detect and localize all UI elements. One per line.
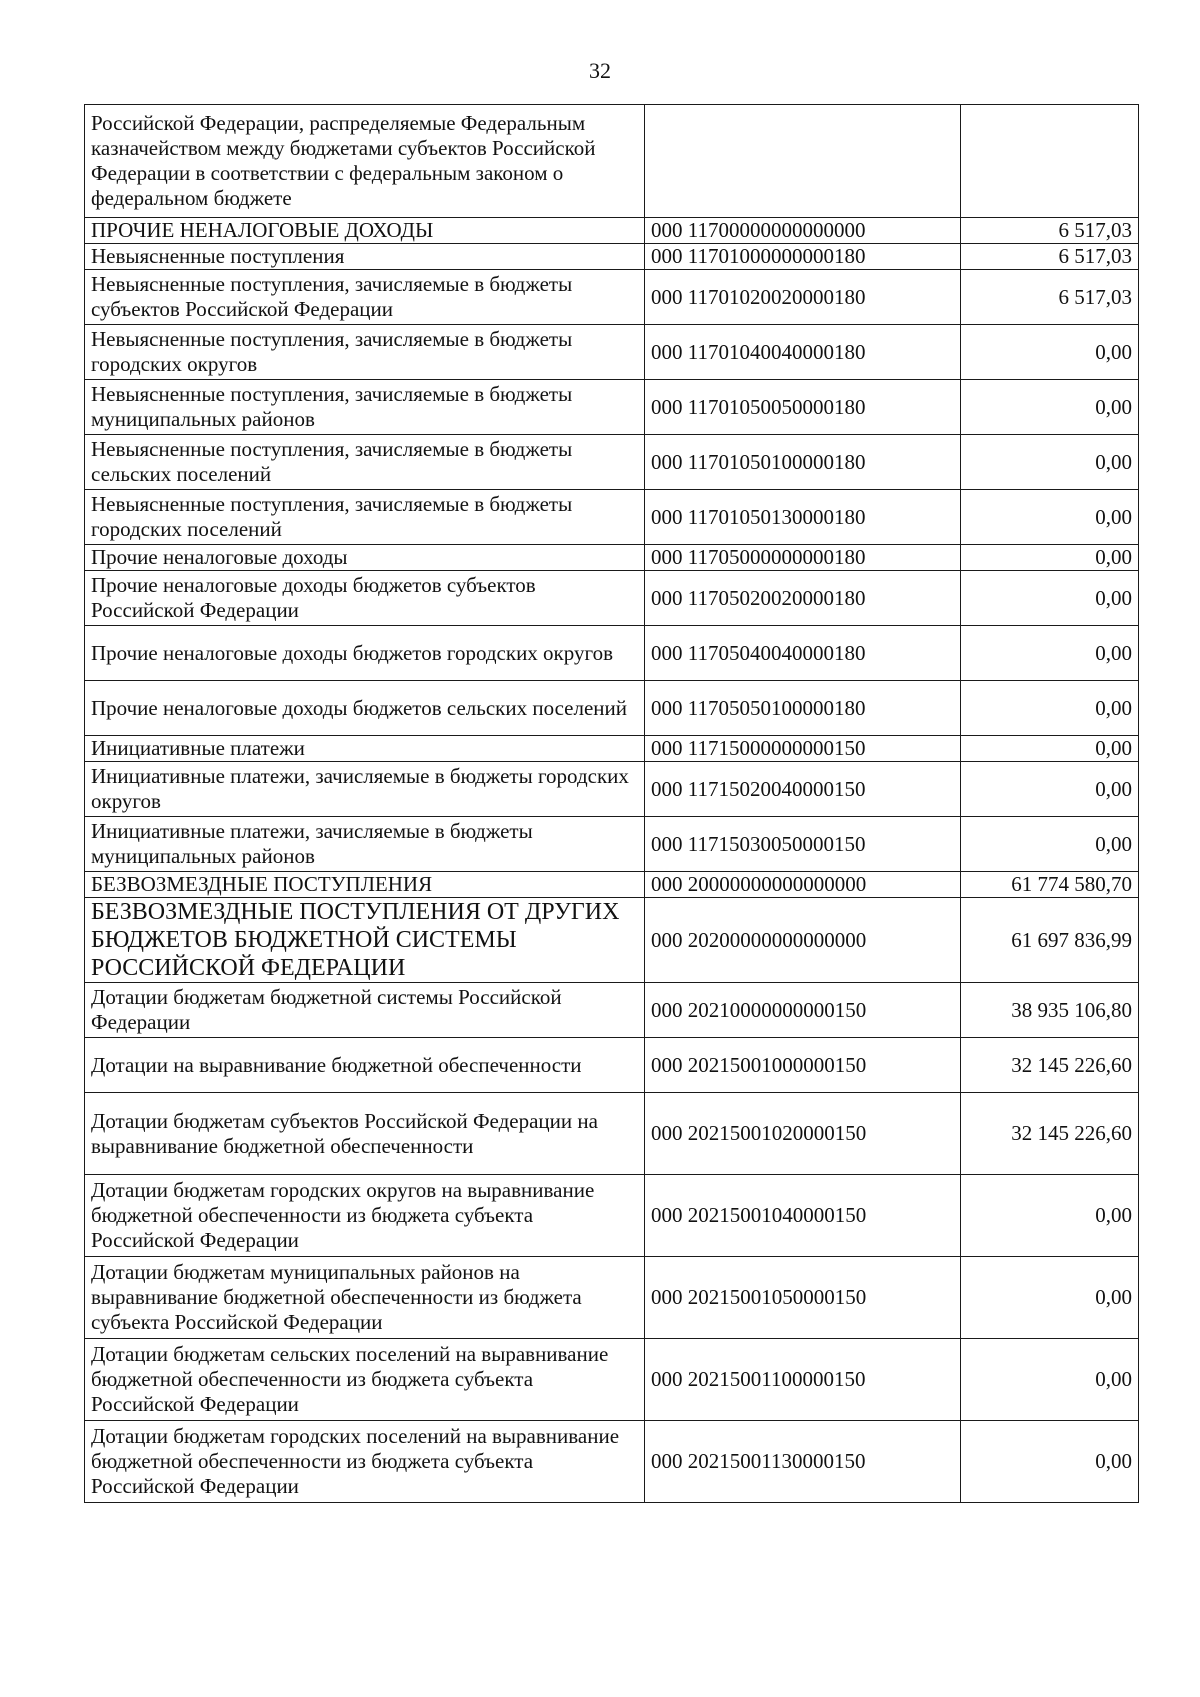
- row-name: Дотации бюджетам городских округов на выравнивание бюджетной обеспеченности из бюджета субъекта Российской Федерации: [85, 1175, 645, 1257]
- table-row: [85, 244, 1139, 270]
- table-row: [85, 817, 1139, 872]
- row-name: Невыясненные поступления, зачисляемые в бюджеты городских округов: [85, 325, 645, 380]
- row-sum: 38 935 106,80: [961, 983, 1139, 1038]
- row-code: 000 11701050130000180: [645, 490, 961, 545]
- row-name: Дотации бюджетам муниципальных районов на выравнивание бюджетной обеспеченности из бюджета субъекта Российской Федерации: [85, 1257, 645, 1339]
- row-sum: 0,00: [961, 736, 1139, 762]
- row-name: Инициативные платежи, зачисляемые в бюджеты муниципальных районов: [85, 817, 645, 872]
- row-name: БЕЗВОЗМЕЗДНЫЕ ПОСТУПЛЕНИЯ ОТ ДРУГИХ БЮДЖЕТОВ БЮДЖЕТНОЙ СИСТЕМЫ РОССИЙСКОЙ ФЕДЕРАЦИИ: [85, 898, 645, 983]
- row-name: Прочие неналоговые доходы бюджетов городских округов: [85, 626, 645, 681]
- row-code: 000 11705040040000180: [645, 626, 961, 681]
- row-sum: 0,00: [961, 681, 1139, 736]
- table-row: [85, 736, 1139, 762]
- row-sum: 0,00: [961, 545, 1139, 571]
- row-name: ПРОЧИЕ НЕНАЛОГОВЫЕ ДОХОДЫ: [85, 218, 645, 244]
- row-code: 000 11705020020000180: [645, 571, 961, 626]
- row-sum: 6 517,03: [961, 244, 1139, 270]
- row-code: 000 20215001050000150: [645, 1257, 961, 1339]
- table-row: [85, 1175, 1139, 1257]
- row-name: Невыясненные поступления: [85, 244, 645, 270]
- table-row: [85, 1038, 1139, 1093]
- row-sum: 32 145 226,60: [961, 1093, 1139, 1175]
- row-code: 000 11701040040000180: [645, 325, 961, 380]
- row-sum: 6 517,03: [961, 218, 1139, 244]
- row-code: 000 20215001100000150: [645, 1339, 961, 1421]
- row-sum: 0,00: [961, 1175, 1139, 1257]
- table-row: [85, 681, 1139, 736]
- table-row: [85, 626, 1139, 681]
- row-name: Дотации бюджетам городских поселений на выравнивание бюджетной обеспеченности из бюджета субъекта Российской Федерации: [85, 1421, 645, 1503]
- row-name: Невыясненные поступления, зачисляемые в бюджеты городских поселений: [85, 490, 645, 545]
- row-code: 000 20215001000000150: [645, 1038, 961, 1093]
- row-code: 000 20200000000000000: [645, 898, 961, 983]
- table-row: [85, 218, 1139, 244]
- row-sum: 0,00: [961, 1339, 1139, 1421]
- row-code: 000 11701020020000180: [645, 270, 961, 325]
- row-code: 000 11701050100000180: [645, 435, 961, 490]
- row-name: Прочие неналоговые доходы бюджетов сельских поселений: [85, 681, 645, 736]
- row-name: Дотации бюджетам сельских поселений на выравнивание бюджетной обеспеченности из бюджета субъекта Российской Федерации: [85, 1339, 645, 1421]
- row-name: Дотации бюджетам субъектов Российской Федерации на выравнивание бюджетной обеспеченности: [85, 1093, 645, 1175]
- table-row: [85, 490, 1139, 545]
- row-sum: 0,00: [961, 435, 1139, 490]
- row-code: 000 11701050050000180: [645, 380, 961, 435]
- table-row: [85, 1339, 1139, 1421]
- row-name: Невыясненные поступления, зачисляемые в бюджеты сельских поселений: [85, 435, 645, 490]
- row-name: Невыясненные поступления, зачисляемые в бюджеты субъектов Российской Федерации: [85, 270, 645, 325]
- table-row: [85, 270, 1139, 325]
- row-sum: [961, 105, 1139, 218]
- row-sum: 0,00: [961, 817, 1139, 872]
- row-name: Дотации бюджетам бюджетной системы Российской Федерации: [85, 983, 645, 1038]
- table-row: [85, 983, 1139, 1038]
- table-row: [85, 380, 1139, 435]
- row-sum: 0,00: [961, 1421, 1139, 1503]
- row-sum: 0,00: [961, 762, 1139, 817]
- row-name: Дотации на выравнивание бюджетной обеспеченности: [85, 1038, 645, 1093]
- row-code: 000 20215001040000150: [645, 1175, 961, 1257]
- row-sum: 0,00: [961, 380, 1139, 435]
- table-row: [85, 1093, 1139, 1175]
- row-sum: 0,00: [961, 1257, 1139, 1339]
- row-sum: 0,00: [961, 490, 1139, 545]
- page-number: 32: [589, 58, 611, 83]
- row-name: Прочие неналоговые доходы бюджетов субъектов Российской Федерации: [85, 571, 645, 626]
- row-code: 000 11715020040000150: [645, 762, 961, 817]
- table-row: [85, 435, 1139, 490]
- row-sum: 6 517,03: [961, 270, 1139, 325]
- table-row: [85, 872, 1139, 898]
- row-name: БЕЗВОЗМЕЗДНЫЕ ПОСТУПЛЕНИЯ: [85, 872, 645, 898]
- row-sum: 0,00: [961, 626, 1139, 681]
- row-code: 000 11701000000000180: [645, 244, 961, 270]
- row-sum: 0,00: [961, 571, 1139, 626]
- revenue-table: [84, 104, 1139, 1503]
- row-sum: 0,00: [961, 325, 1139, 380]
- row-code: 000 11705050100000180: [645, 681, 961, 736]
- row-code: [645, 105, 961, 218]
- row-sum: 61 774 580,70: [961, 872, 1139, 898]
- row-code: 000 11700000000000000: [645, 218, 961, 244]
- row-code: 000 20000000000000000: [645, 872, 961, 898]
- table-row: [85, 545, 1139, 571]
- row-code: 000 11715030050000150: [645, 817, 961, 872]
- row-sum: 61 697 836,99: [961, 898, 1139, 983]
- table-row: [85, 571, 1139, 626]
- table-row: [85, 325, 1139, 380]
- table-row: [85, 1421, 1139, 1503]
- table-row: [85, 898, 1139, 983]
- table-row: [85, 762, 1139, 817]
- row-name: Инициативные платежи: [85, 736, 645, 762]
- row-code: 000 11715000000000150: [645, 736, 961, 762]
- row-code: 000 20215001020000150: [645, 1093, 961, 1175]
- table-row: [85, 105, 1139, 218]
- row-sum: 32 145 226,60: [961, 1038, 1139, 1093]
- row-name: Инициативные платежи, зачисляемые в бюджеты городских округов: [85, 762, 645, 817]
- table-row: [85, 1257, 1139, 1339]
- row-code: 000 20215001130000150: [645, 1421, 961, 1503]
- row-name: Прочие неналоговые доходы: [85, 545, 645, 571]
- row-code: 000 20210000000000150: [645, 983, 961, 1038]
- row-name: Невыясненные поступления, зачисляемые в бюджеты муниципальных районов: [85, 380, 645, 435]
- row-code: 000 11705000000000180: [645, 545, 961, 571]
- row-name: Российской Федерации, распределяемые Федеральным казначейством между бюджетами субъектов Российской Федерации в соответствии с федеральным законом о федеральном бюджете: [85, 105, 645, 218]
